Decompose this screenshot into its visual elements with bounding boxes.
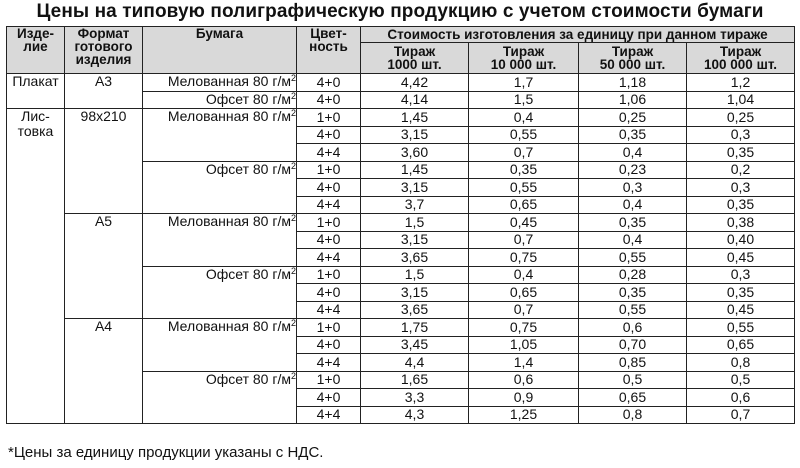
color-cell: 4+4 [297, 196, 361, 214]
price-cell: 0,5 [687, 371, 795, 389]
color-cell: 4+0 [297, 179, 361, 197]
paper-label: Мелованная 80 г/м [167, 73, 291, 89]
price-cell: 3,15 [361, 179, 469, 197]
price-cell: 0,35 [687, 144, 795, 162]
color-cell: 4+0 [297, 91, 361, 109]
color-cell: 4+0 [297, 336, 361, 354]
product-cell: Лис- товка [7, 109, 65, 424]
price-cell: 1,45 [361, 161, 469, 179]
price-cell: 0,8 [687, 354, 795, 372]
format-cell: А5 [65, 214, 143, 319]
header-cost-group: Стоимость изготовления за единицу при данном тираже [361, 27, 795, 43]
price-cell: 0,55 [579, 301, 687, 319]
price-cell: 0,28 [579, 266, 687, 284]
paper-unit-exponent: 2 [290, 213, 296, 223]
format-cell: 98x210 [65, 109, 143, 214]
price-cell: 0,75 [469, 249, 579, 267]
color-cell: 4+0 [297, 231, 361, 249]
color-cell: 4+4 [297, 249, 361, 267]
price-cell: 0,23 [579, 161, 687, 179]
footnote: *Цены за единицу продукции указаны с НДС. [8, 444, 324, 461]
color-cell: 4+0 [297, 389, 361, 407]
price-cell: 4,14 [361, 91, 469, 109]
price-cell: 0,45 [687, 249, 795, 267]
price-cell: 3,60 [361, 144, 469, 162]
paper-unit-exponent: 2 [290, 371, 296, 381]
paper-cell [143, 319, 297, 372]
price-cell: 0,75 [469, 319, 579, 337]
price-cell: 1,2 [687, 74, 795, 92]
price-cell: 1,05 [469, 336, 579, 354]
price-cell: 0,85 [579, 354, 687, 372]
price-cell: 0,65 [469, 284, 579, 302]
price-cell: 3,15 [361, 126, 469, 144]
price-cell: 0,35 [687, 196, 795, 214]
paper-unit-exponent: 2 [290, 318, 296, 328]
paper-cell [143, 109, 297, 162]
paper-unit-exponent: 2 [290, 91, 296, 101]
header-paper: Бумага [143, 27, 297, 74]
price-cell: 1,25 [469, 406, 579, 424]
header-run-50000: Тираж 50 000 шт. [579, 43, 687, 74]
price-cell: 0,4 [469, 109, 579, 127]
price-cell: 1,7 [469, 74, 579, 92]
price-cell: 0,7 [687, 406, 795, 424]
paper-label: Офсет 80 г/м [205, 161, 291, 177]
color-cell: 1+0 [297, 319, 361, 337]
price-cell: 0,4 [579, 144, 687, 162]
table-row [7, 109, 795, 127]
paper-cell [143, 161, 297, 214]
paper-cell [143, 214, 297, 267]
price-cell: 0,45 [469, 214, 579, 232]
price-cell: 0,35 [579, 284, 687, 302]
price-cell: 0,6 [469, 371, 579, 389]
price-cell: 0,7 [469, 144, 579, 162]
color-cell: 4+4 [297, 354, 361, 372]
price-cell: 3,45 [361, 336, 469, 354]
price-cell: 4,3 [361, 406, 469, 424]
price-cell: 3,15 [361, 231, 469, 249]
table-row [7, 319, 795, 337]
page-title: Цены на типовую полиграфическую продукцию с учетом стоимости бумаги [36, 1, 764, 22]
price-cell: 0,9 [469, 389, 579, 407]
price-cell: 0,3 [687, 126, 795, 144]
price-cell: 0,5 [579, 371, 687, 389]
paper-label: Офсет 80 г/м [205, 371, 291, 387]
color-cell: 4+4 [297, 406, 361, 424]
price-cell: 1,06 [579, 91, 687, 109]
paper-cell [143, 371, 297, 424]
price-cell: 0,45 [687, 301, 795, 319]
price-cell: 0,55 [687, 319, 795, 337]
table-row [7, 74, 795, 92]
color-cell: 1+0 [297, 266, 361, 284]
price-cell: 0,40 [687, 231, 795, 249]
price-cell: 0,6 [579, 319, 687, 337]
color-cell: 1+0 [297, 214, 361, 232]
price-cell: 1,45 [361, 109, 469, 127]
price-cell: 0,6 [687, 389, 795, 407]
price-cell: 1,4 [469, 354, 579, 372]
price-cell: 0,8 [579, 406, 687, 424]
price-cell: 3,7 [361, 196, 469, 214]
paper-label: Офсет 80 г/м [205, 91, 291, 107]
price-cell: 3,65 [361, 301, 469, 319]
price-cell: 4,4 [361, 354, 469, 372]
format-cell: А3 [65, 74, 143, 109]
price-cell: 0,7 [469, 301, 579, 319]
color-cell: 4+0 [297, 74, 361, 92]
price-cell: 0,4 [579, 196, 687, 214]
price-cell: 0,3 [579, 179, 687, 197]
price-cell: 0,4 [579, 231, 687, 249]
price-cell: 0,2 [687, 161, 795, 179]
price-cell: 1,75 [361, 319, 469, 337]
price-cell: 0,35 [687, 284, 795, 302]
color-cell: 4+0 [297, 284, 361, 302]
price-cell: 0,35 [579, 126, 687, 144]
header-run-100000: Тираж 100 000 шт. [687, 43, 795, 74]
paper-unit-exponent: 2 [290, 108, 296, 118]
price-cell: 0,35 [469, 161, 579, 179]
header-product: Изде- лие [7, 27, 65, 74]
price-cell: 0,3 [687, 179, 795, 197]
price-cell: 0,65 [469, 196, 579, 214]
paper-label: Мелованная 80 г/м [167, 318, 291, 334]
price-cell: 1,5 [361, 214, 469, 232]
price-cell: 3,65 [361, 249, 469, 267]
price-cell: 1,04 [687, 91, 795, 109]
paper-cell [143, 74, 297, 92]
price-cell: 0,65 [579, 389, 687, 407]
price-cell: 0,38 [687, 214, 795, 232]
paper-unit-exponent: 2 [290, 73, 296, 83]
color-cell: 4+4 [297, 144, 361, 162]
paper-label: Мелованная 80 г/м [167, 213, 291, 229]
price-table [6, 26, 795, 424]
price-cell: 0,4 [469, 266, 579, 284]
format-cell: А4 [65, 319, 143, 424]
price-cell: 0,25 [579, 109, 687, 127]
paper-label: Офсет 80 г/м [205, 266, 291, 282]
header-run-1000: Тираж 1000 шт. [361, 43, 469, 74]
paper-unit-exponent: 2 [290, 161, 296, 171]
price-cell: 0,55 [469, 126, 579, 144]
price-cell: 0,70 [579, 336, 687, 354]
header-run-10000: Тираж 10 000 шт. [469, 43, 579, 74]
table-row [7, 214, 795, 232]
header-color: Цвет- ность [297, 27, 361, 74]
color-cell: 4+0 [297, 126, 361, 144]
price-cell: 3,15 [361, 284, 469, 302]
color-cell: 4+4 [297, 301, 361, 319]
price-cell: 0,55 [469, 179, 579, 197]
color-cell: 1+0 [297, 161, 361, 179]
price-cell: 0,65 [687, 336, 795, 354]
price-cell: 0,7 [469, 231, 579, 249]
price-cell: 0,35 [579, 214, 687, 232]
color-cell: 1+0 [297, 109, 361, 127]
price-cell: 0,55 [579, 249, 687, 267]
color-cell: 1+0 [297, 371, 361, 389]
paper-cell [143, 91, 297, 109]
price-cell: 3,3 [361, 389, 469, 407]
header-format: Формат готового изделия [65, 27, 143, 74]
price-cell: 0,3 [687, 266, 795, 284]
price-cell: 1,65 [361, 371, 469, 389]
paper-cell [143, 266, 297, 319]
price-cell: 4,42 [361, 74, 469, 92]
price-cell: 1,18 [579, 74, 687, 92]
price-cell: 1,5 [361, 266, 469, 284]
paper-label: Мелованная 80 г/м [167, 108, 291, 124]
paper-unit-exponent: 2 [290, 266, 296, 276]
price-cell: 0,25 [687, 109, 795, 127]
price-cell: 1,5 [469, 91, 579, 109]
product-cell: Плакат [7, 74, 65, 109]
